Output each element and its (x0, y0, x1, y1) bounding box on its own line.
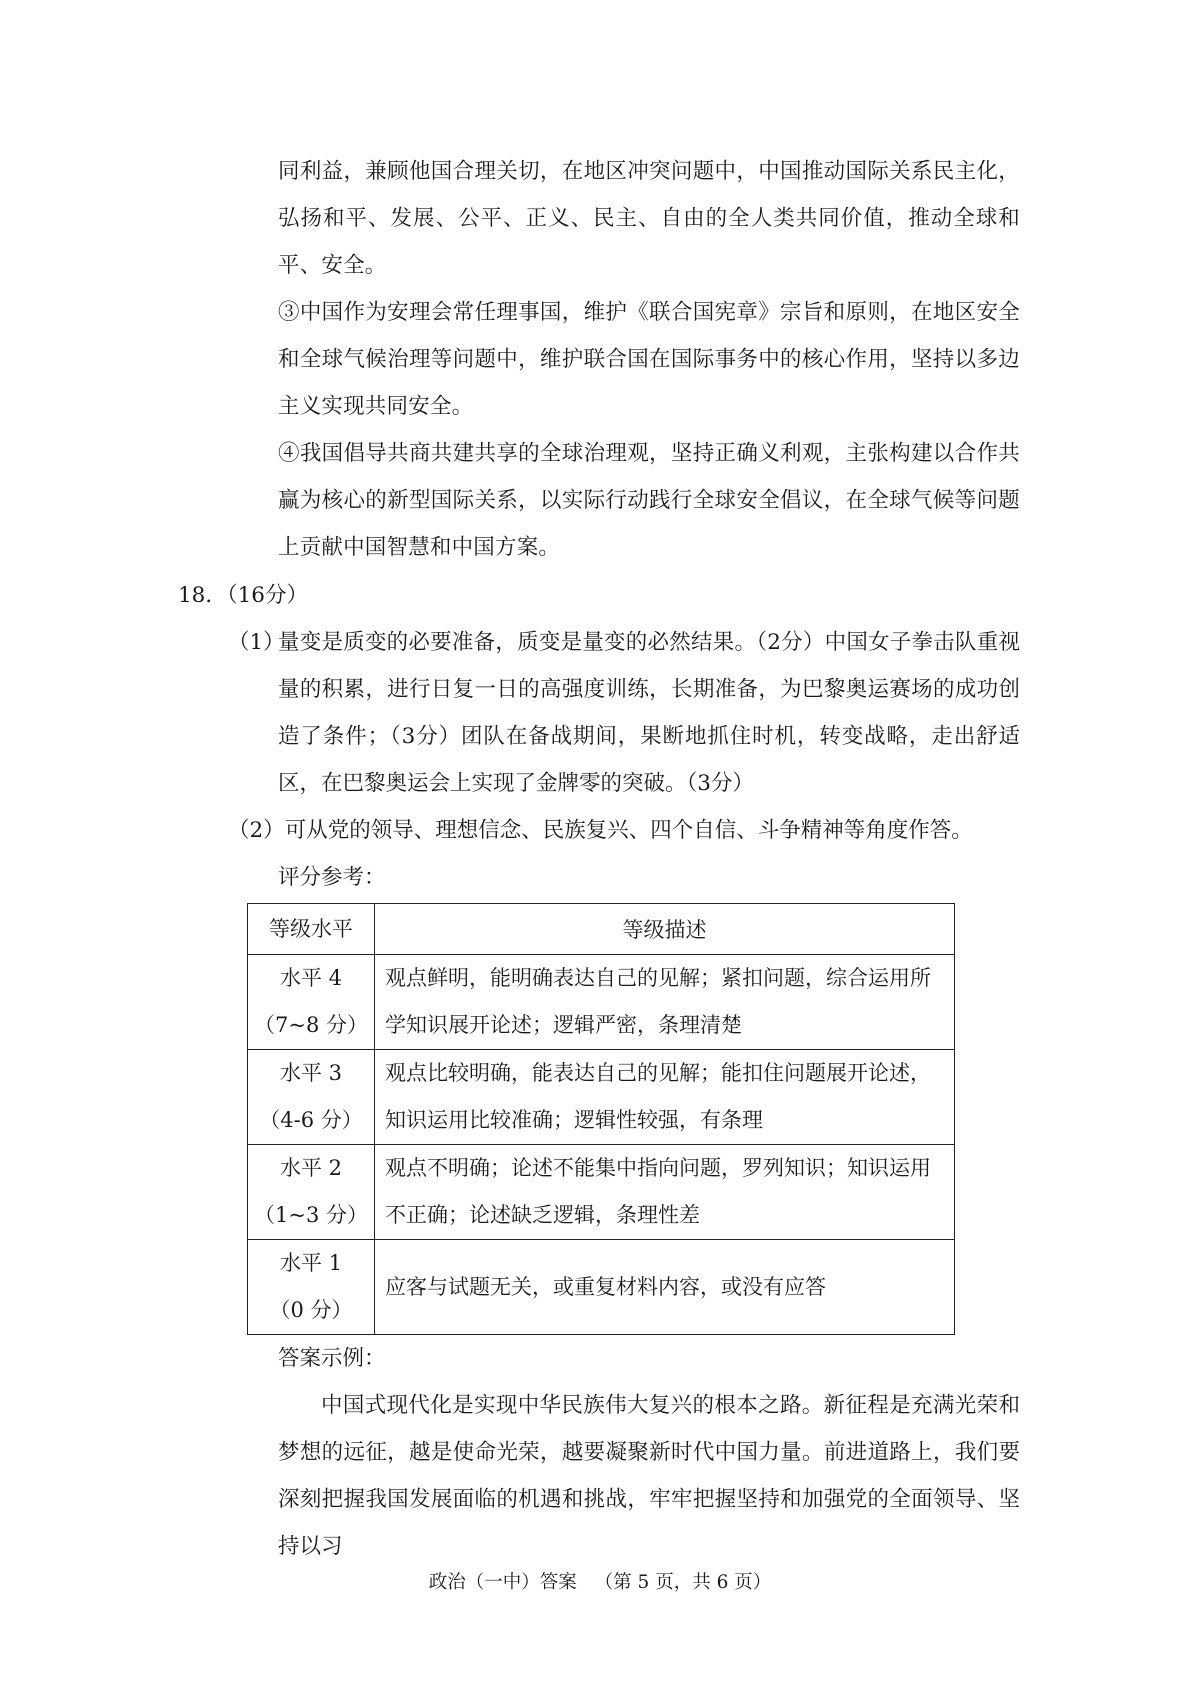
part-1-number: （1） (228, 630, 285, 655)
table-row (248, 1240, 955, 1335)
level-name: 水平 3 (279, 1061, 343, 1085)
level-description: 观点比较明确，能表达自己的见解；能扣住问题展开论述，知识运用比较准确；逻辑性较强，有条理 (375, 1050, 955, 1145)
footer-page-number: （第 5 页，共 6 页） (594, 1572, 772, 1593)
question-18-part-2 (228, 807, 1020, 854)
level-points: （4-6 分） (259, 1108, 363, 1132)
question-18-heading: 18．（16分） (178, 583, 308, 608)
level-description: 观点不明确；论述不能集中指向问题，罗列知识；知识运用不正确；论述缺乏逻辑，条理性差 (375, 1145, 955, 1240)
scoring-levels-table (247, 903, 955, 1335)
footer-subject: 政治（一中）答案 (428, 1572, 577, 1593)
scoring-reference-label: 评分参考： (278, 865, 386, 890)
level-description: 观点鲜明，能明确表达自己的见解；紧扣问题，综合运用所学知识展开论述；逻辑严密，条理清楚 (375, 955, 955, 1050)
answer-example-text: 中国式现代化是实现中华民族伟大复兴的根本之路。新征程是充满光荣和梦想的远征，越是使命光荣，越要凝聚新时代中国力量。前进道路上，我们要深刻把握我国发展面临的机遇和挑战，牢牢把握坚持和加强党的全面领导、坚持以习 (278, 1393, 1020, 1559)
table-row (248, 955, 955, 1050)
level-name: 水平 1 (279, 1251, 343, 1275)
header-level: 等级水平 (248, 904, 375, 955)
table-row (248, 1050, 955, 1145)
paragraph-continued-point: 同利益，兼顾他国合理关切，在地区冲突问题中，中国推动国际关系民主化，弘扬和平、发展、公平、正义、民主、自由的全人类共同价值，推动全球和平、安全。 (278, 159, 1020, 278)
paragraph-point-4: ④我国倡导共商共建共享的全球治理观，坚持正确义利观，主张构建以合作共赢为核心的新型国际关系，以实际行动践行全球安全倡议，在全球气候等问题上贡献中国智慧和中国方案。 (278, 441, 1020, 560)
part-2-number: （2） (228, 818, 285, 843)
part-1-text: 量变是质变的必要准备，质变是量变的必然结果。（2分）中国女子拳击队重视量的积累，进行日复一日的高强度训练，长期准备，为巴黎奥运赛场的成功创造了条件；（3分）团队在备战期间，果断地抓住时机，转变战略，走出舒适区，在巴黎奥运会上实现了金牌零的突破。（3分） (278, 630, 1020, 796)
paragraph-point-3: ③中国作为安理会常任理事国，维护《联合国宪章》宗旨和原则，在地区安全和全球气候治理等问题中，维护联合国在国际事务中的核心作用，坚持以多边主义实现共同安全。 (278, 300, 1020, 419)
header-description: 等级描述 (375, 904, 955, 955)
level-points: （7~8 分） (254, 1013, 368, 1037)
level-name: 水平 4 (279, 966, 343, 990)
table-header-row (248, 904, 955, 955)
part-2-text: 可从党的领导、理想信念、民族复兴、四个自信、斗争精神等角度作答。 (284, 818, 973, 843)
level-cell (248, 1145, 375, 1240)
level-points: （1~3 分） (254, 1203, 368, 1227)
table-row (248, 1145, 955, 1240)
level-cell (248, 1050, 375, 1145)
answer-example-label: 答案示例： (278, 1346, 386, 1371)
level-cell (248, 1240, 375, 1335)
level-points: （0 分） (269, 1298, 353, 1322)
level-name: 水平 2 (279, 1156, 343, 1180)
level-description: 应客与试题无关，或重复材料内容，或没有应答 (375, 1240, 955, 1335)
level-cell (248, 955, 375, 1050)
page-footer (0, 1568, 1200, 1598)
question-18-part-1 (228, 619, 1020, 807)
